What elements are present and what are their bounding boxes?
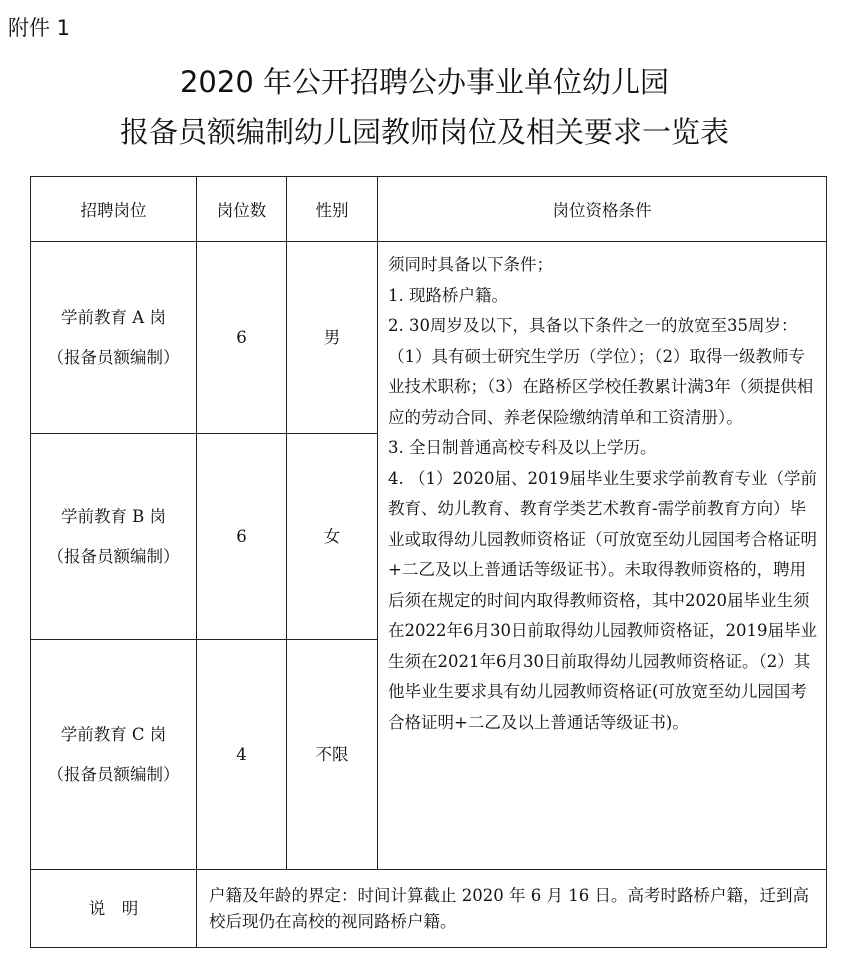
gender-cell: 女: [287, 434, 378, 640]
header-post: 招聘岗位: [31, 177, 197, 242]
header-gender: 性别: [287, 177, 378, 242]
post-cell: [31, 434, 197, 640]
page-title-line2: 报备员额编制幼儿园教师岗位及相关要求一览表: [119, 115, 729, 149]
note-label: 说 明: [31, 870, 197, 948]
table-header-row: [31, 177, 827, 242]
requirement-item: 1. 现路桥户籍。: [388, 285, 508, 305]
post-cell: [31, 640, 197, 870]
gender-cell: 男: [287, 242, 378, 434]
table-row: [31, 242, 827, 434]
page-title-line1: 2020 年公开招聘公办事业单位幼儿园: [179, 65, 670, 99]
annex-label: 附件 1: [8, 16, 71, 40]
gender-cell: 不限: [287, 640, 378, 870]
requirement-item: 须同时具备以下条件；: [388, 255, 553, 274]
post-name: 学前教育 C 岗: [60, 724, 167, 744]
note-text: 户籍及年龄的界定：时间计算截止 2020 年 6 月 16 日。高考时路桥户籍，迁到高校后现仍在高校的视同路桥户籍。: [197, 870, 827, 948]
requirements-cell: [378, 242, 827, 870]
post-note: （报备员额编制）: [47, 764, 180, 784]
post-name: 学前教育 A 岗: [61, 307, 166, 327]
post-note: （报备员额编制）: [47, 546, 180, 566]
requirement-item: 2. 30周岁及以下，具备以下条件之一的放宽至35周岁：（1）具有硕士研究生学历（学位）；（2）取得一级教师专业技术职称；（3）在路桥区学校任教累计满3年（须提供相应的劳动合同、养老保险缴纳清单和工资清册）。: [388, 316, 814, 427]
requirement-item: 4. （1）2020届、2019届毕业生要求学前教育专业（学前教育、幼儿教育、教育学类艺术教育-需学前教育方向）毕业或取得幼儿园教师资格证（可放宽至幼儿园国考合格证明+二乙及以上普通话等级证书）。未取得教师资格的，聘用后须在规定的时间内取得教师资格，其中2020届毕业生须在2022年6月30日前取得幼儿园教师资格证，2019届毕业生须在2021年6月30日前取得幼儿园教师资格证。（2）其他毕业生要求具有幼儿园教师资格证(可放宽至幼儿园国考合格证明+二乙及以上普通话等级证书)。: [388, 468, 817, 732]
note-row: [31, 870, 827, 948]
post-note: （报备员额编制）: [47, 347, 180, 367]
count-cell: 6: [197, 434, 287, 640]
count-cell: 4: [197, 640, 287, 870]
header-requirements: 岗位资格条件: [378, 177, 827, 242]
requirement-item: 3. 全日制普通高校专科及以上学历。: [388, 438, 657, 457]
post-name: 学前教育 B 岗: [60, 506, 167, 526]
post-cell: [31, 242, 197, 434]
count-cell: 6: [197, 242, 287, 434]
recruitment-table: [30, 176, 827, 948]
header-count: 岗位数: [197, 177, 287, 242]
